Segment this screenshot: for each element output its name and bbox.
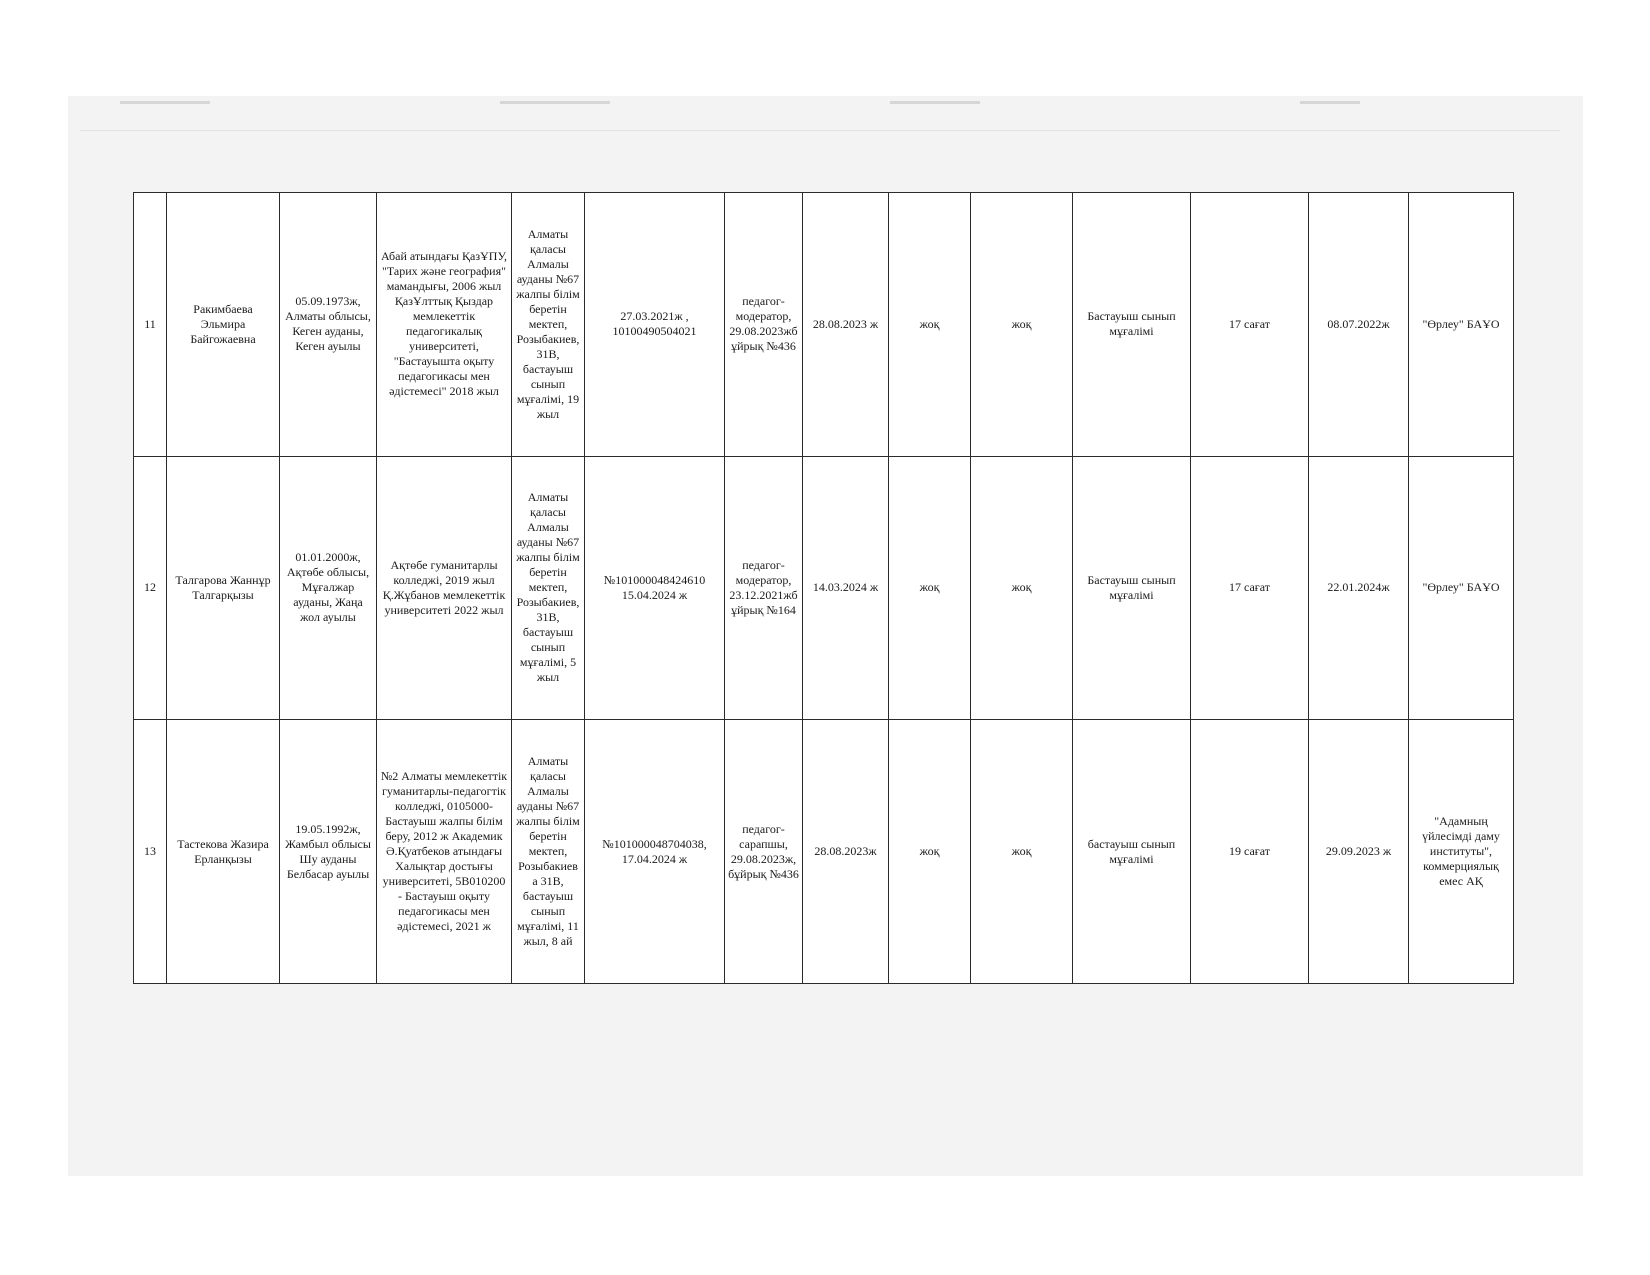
table-row	[134, 193, 1514, 457]
cell-name: Талгарова Жаннұр Талгарқызы	[167, 456, 280, 720]
cell-hours: 19 сағат	[1191, 720, 1309, 984]
cell-education: №2 Алматы мемлекеттік гуманитарлы-педагогтік колледжі, 0105000-Бастауыш жалпы білім беру, 2012 ж Академик Ә.Қуатбеков атындағы Халықтар достығы университеті, 5В010200 - Бастауыш оқыту педагогикасы мен әдістемесі, 2021 ж	[377, 720, 512, 984]
cell-date2: 22.01.2024ж	[1309, 456, 1409, 720]
cell-col9: жоқ	[889, 193, 971, 457]
scan-artifact	[120, 101, 210, 104]
cell-hours: 17 сағат	[1191, 193, 1309, 457]
cell-number: 11	[134, 193, 167, 457]
cell-birth: 19.05.1992ж, Жамбыл облысы Шу ауданы Белбасар ауылы	[280, 720, 377, 984]
cell-course-date: 28.08.2023ж	[803, 720, 889, 984]
cell-name: Тастекова Жазира Ерланқызы	[167, 720, 280, 984]
cell-education: Абай атындағы ҚазҰПУ, "Тарих және география" мамандығы, 2006 жыл ҚазҰлттық Қыздар мемлекеттік педагогикалық университеті, "Бастауышта оқыту педагогикасы мен әдістемесі" 2018 жыл	[377, 193, 512, 457]
cell-certificate: №101000048424610 15.04.2024 ж	[585, 456, 725, 720]
scan-artifact	[1300, 101, 1360, 104]
cell-course-date: 28.08.2023 ж	[803, 193, 889, 457]
scan-artifact	[80, 130, 1560, 131]
cell-date2: 08.07.2022ж	[1309, 193, 1409, 457]
scan-artifact	[890, 101, 980, 104]
cell-date2: 29.09.2023 ж	[1309, 720, 1409, 984]
cell-org: "Адамның үйлесімді даму институты", коммерциялық емес АҚ	[1409, 720, 1514, 984]
table-row	[134, 720, 1514, 984]
cell-birth: 01.01.2000ж, Ақтөбе облысы, Мұғалжар ауданы, Жаңа жол ауылы	[280, 456, 377, 720]
cell-col9: жоқ	[889, 456, 971, 720]
staff-table	[133, 192, 1514, 984]
cell-workplace: Алматы қаласы Алмалы ауданы №67 жалпы білім беретін мектеп, Розыбакиев а 31В, бастауыш сынып мұғалімі, 11 жыл, 8 ай	[512, 720, 585, 984]
cell-number: 12	[134, 456, 167, 720]
cell-position: Бастауыш сынып мұғалімі	[1073, 193, 1191, 457]
cell-org: "Өрлеу" БАҰО	[1409, 193, 1514, 457]
cell-position: Бастауыш сынып мұғалімі	[1073, 456, 1191, 720]
cell-workplace: Алматы қаласы Алмалы ауданы №67 жалпы білім беретін мектеп, Розыбакиев, 31В, бастауыш сынып мұғалімі, 19 жыл	[512, 193, 585, 457]
cell-workplace: Алматы қаласы Алмалы ауданы №67 жалпы білім беретін мектеп, Розыбакиев, 31В, бастауыш сынып мұғалімі, 5 жыл	[512, 456, 585, 720]
cell-course-date: 14.03.2024 ж	[803, 456, 889, 720]
cell-hours: 17 сағат	[1191, 456, 1309, 720]
cell-name: Ракимбаева Эльмира Байгожаевна	[167, 193, 280, 457]
cell-col10: жоқ	[971, 193, 1073, 457]
cell-col10: жоқ	[971, 720, 1073, 984]
cell-col10: жоқ	[971, 456, 1073, 720]
cell-category: педагог-модератор, 23.12.2021жб ұйрық №164	[725, 456, 803, 720]
cell-number: 13	[134, 720, 167, 984]
cell-category: педагог-сарапшы, 29.08.2023ж, бұйрық №436	[725, 720, 803, 984]
cell-org: "Өрлеу" БАҰО	[1409, 456, 1514, 720]
cell-education: Ақтөбе гуманитарлы колледжі, 2019 жыл Қ.Жұбанов мемлекеттік университеті 2022 жыл	[377, 456, 512, 720]
scan-artifact	[500, 101, 610, 104]
cell-position: бастауыш сынып мұғалімі	[1073, 720, 1191, 984]
table-row	[134, 456, 1514, 720]
cell-certificate: 27.03.2021ж , 10100490504021	[585, 193, 725, 457]
cell-col9: жоқ	[889, 720, 971, 984]
cell-certificate: №101000048704038, 17.04.2024 ж	[585, 720, 725, 984]
cell-category: педагог-модератор, 29.08.2023жб ұйрық №436	[725, 193, 803, 457]
cell-birth: 05.09.1973ж, Алматы облысы, Кеген ауданы, Кеген ауылы	[280, 193, 377, 457]
